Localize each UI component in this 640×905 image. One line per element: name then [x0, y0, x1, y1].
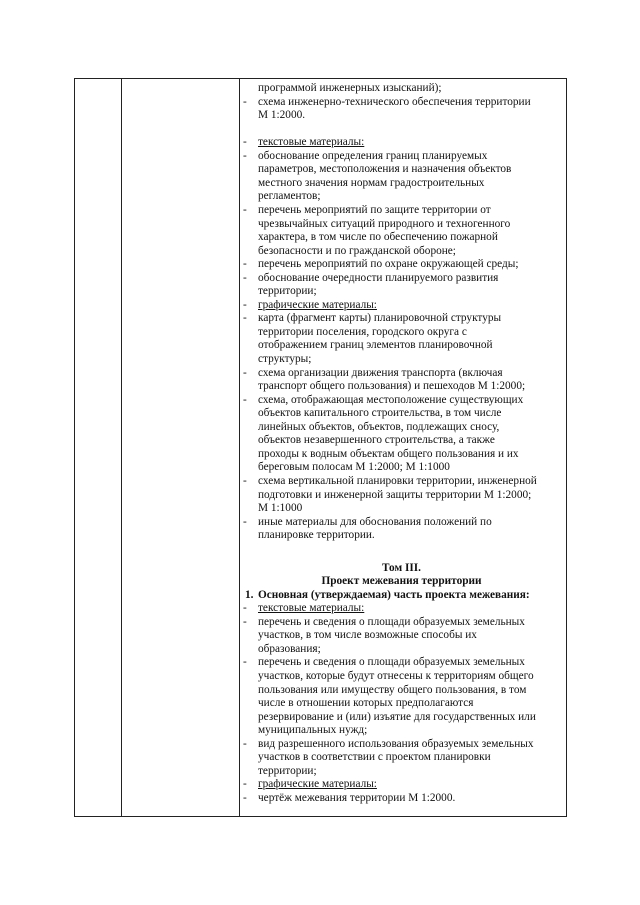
subsection-label: графические материалы: [258, 778, 377, 791]
subsection-label: текстовые материалы: [258, 136, 365, 149]
table-left-border [74, 78, 75, 816]
list-line [240, 95, 563, 109]
list-line [240, 615, 563, 629]
list-line [240, 501, 563, 515]
list-line [240, 298, 563, 312]
list-dash: - [243, 136, 247, 149]
list-text: программой инженерных изысканий); [258, 82, 442, 94]
list-text: чрезвычайных ситуаций природного и техногенного [258, 217, 511, 230]
list-text: участков, в том числе возможные способы их [258, 629, 477, 642]
list-line [240, 710, 563, 724]
list-line [240, 284, 563, 298]
list-text: береговым полосам М 1:2000; М 1:1000 [258, 461, 450, 474]
list-line [240, 203, 563, 217]
list-dash: - [243, 656, 247, 669]
list-dash: - [243, 737, 247, 750]
list-text: транспорт общего пользования) и пешеходов М 1:2000; [258, 380, 526, 393]
list-text: перечень мероприятий по защите территории от [258, 203, 491, 216]
list-text: участков в соответствии с проектом планировки [258, 751, 491, 764]
list-line [240, 460, 563, 474]
list-dash: - [243, 778, 247, 791]
list-text: схема инженерно-технического обеспечения территории [258, 95, 531, 108]
list-text: линейных объектов, объектов, подлежащих сносу, [258, 420, 500, 433]
list-dash: - [243, 271, 247, 284]
list-line [240, 108, 563, 122]
list-text: М 1:2000. [258, 109, 306, 122]
list-line [240, 230, 563, 244]
list-text: М 1:1000 [258, 502, 303, 515]
list-text: параметров, местоположения и назначения объектов [258, 163, 512, 176]
list-dash: - [243, 515, 247, 528]
list-line [240, 176, 563, 190]
list-line [240, 628, 563, 642]
list-line [240, 149, 563, 163]
list-dash: - [243, 393, 247, 406]
list-line [240, 81, 563, 95]
list-text: обоснование определения границ планируемых [258, 149, 488, 162]
list-text: характера, в том числе по обеспечению пожарной [258, 231, 498, 244]
list-line [240, 737, 563, 751]
list-text: перечень и сведения о площади образуемых земельных [258, 615, 525, 628]
list-text: подготовки и инженерной защиты территории М 1:2000; [258, 488, 532, 501]
list-text: чертёж межевания территории М 1:2000. [258, 791, 456, 804]
list-text: вид разрешенного использования образуемых земельных [258, 737, 534, 750]
list-dash: - [243, 366, 247, 379]
list-text: схема, отображающая местоположение существующих [258, 393, 524, 406]
list-text: проходы к водным объектам общего пользования и их [258, 447, 519, 460]
list-line [240, 406, 563, 420]
table-right-border [566, 78, 567, 816]
list-text: территории; [258, 285, 317, 298]
list-line [240, 379, 563, 393]
list-line [240, 135, 563, 149]
list-line [240, 162, 563, 176]
list-line [240, 696, 563, 710]
volume-subheading: Проект межевания территории [321, 575, 482, 588]
list-text: муниципальных нужд; [258, 724, 368, 737]
list-text: структуры; [258, 353, 312, 365]
list-line [240, 750, 563, 764]
list-line [240, 528, 563, 542]
table-bottom-border [74, 816, 567, 817]
list-line [240, 420, 563, 434]
list-line [240, 723, 563, 737]
list-text: обоснование очередности планируемого развития [258, 271, 499, 284]
section-title: Основная (утверждаемая) часть проекта межевания: [258, 588, 530, 601]
section-title-line [240, 588, 563, 602]
list-text: местного значения нормам градостроительных [258, 176, 485, 189]
section-number: 1. [245, 588, 254, 601]
list-dash: - [243, 149, 247, 162]
subsection-label: текстовые материалы: [258, 602, 365, 615]
list-dash: - [243, 791, 247, 804]
list-text: участков, которые будут отнесены к территориям общего [258, 669, 534, 682]
list-line [240, 655, 563, 669]
list-line [240, 764, 563, 778]
list-dash: - [243, 312, 247, 325]
list-dash: - [243, 602, 247, 615]
table-column-divider [121, 78, 122, 816]
list-dash: - [243, 298, 247, 311]
list-line [240, 122, 563, 136]
list-text: перечень и сведения о площади образуемых земельных [258, 656, 525, 669]
list-text: объектов незавершенного строительства, а также [258, 434, 495, 447]
list-text: образования; [258, 642, 321, 655]
list-line [240, 311, 563, 325]
list-text: числе в отношении которых предполагаются [258, 697, 474, 710]
list-line [240, 433, 563, 447]
table-top-border [74, 78, 567, 79]
list-dash: - [243, 203, 247, 216]
list-text: иные материалы для обоснования положений по [258, 515, 492, 528]
list-text: территории поселения, городского округа с [258, 325, 467, 338]
list-dash: - [243, 95, 247, 108]
list-line [240, 683, 563, 697]
list-text: схема организации движения транспорта (включая [258, 366, 503, 379]
list-text: территории; [258, 764, 317, 777]
list-text: перечень мероприятий по охране окружающей среды; [258, 258, 519, 271]
list-dash: - [243, 258, 247, 271]
list-line [240, 325, 563, 339]
list-line [240, 189, 563, 203]
list-line [240, 488, 563, 502]
list-line [240, 642, 563, 656]
list-line [240, 669, 563, 683]
list-line [240, 244, 563, 258]
list-text: резервирование и (или) изъятие для государственных или [258, 710, 536, 723]
list-line [240, 601, 563, 615]
list-line [240, 366, 563, 380]
list-line [240, 447, 563, 461]
list-dash: - [243, 615, 247, 628]
list-text: планировке территории. [258, 529, 375, 542]
list-text: безопасности и по гражданской обороне; [258, 244, 456, 257]
list-text: схема вертикальной планировки территории, инженерной [258, 474, 537, 487]
list-line [240, 352, 563, 366]
list-dash: - [243, 474, 247, 487]
list-line [240, 257, 563, 271]
list-line [240, 217, 563, 231]
list-line [240, 791, 563, 805]
list-line [240, 474, 563, 488]
list-line [240, 271, 563, 285]
list-line [240, 338, 563, 352]
list-text: пользования или имуществу общего пользования, в том [258, 683, 527, 696]
list-text: карта (фрагмент карты) планировочной структуры [258, 312, 502, 325]
list-text: объектов капитального строительства, в том числе [258, 407, 502, 420]
list-text: регламентов; [258, 190, 321, 203]
list-line [240, 777, 563, 791]
list-line [240, 393, 563, 407]
volume-heading: Том III. [382, 561, 421, 574]
list-text: отображением границ элементов планировочной [258, 339, 493, 352]
list-line [240, 515, 563, 529]
subsection-label: графические материалы: [258, 298, 377, 311]
